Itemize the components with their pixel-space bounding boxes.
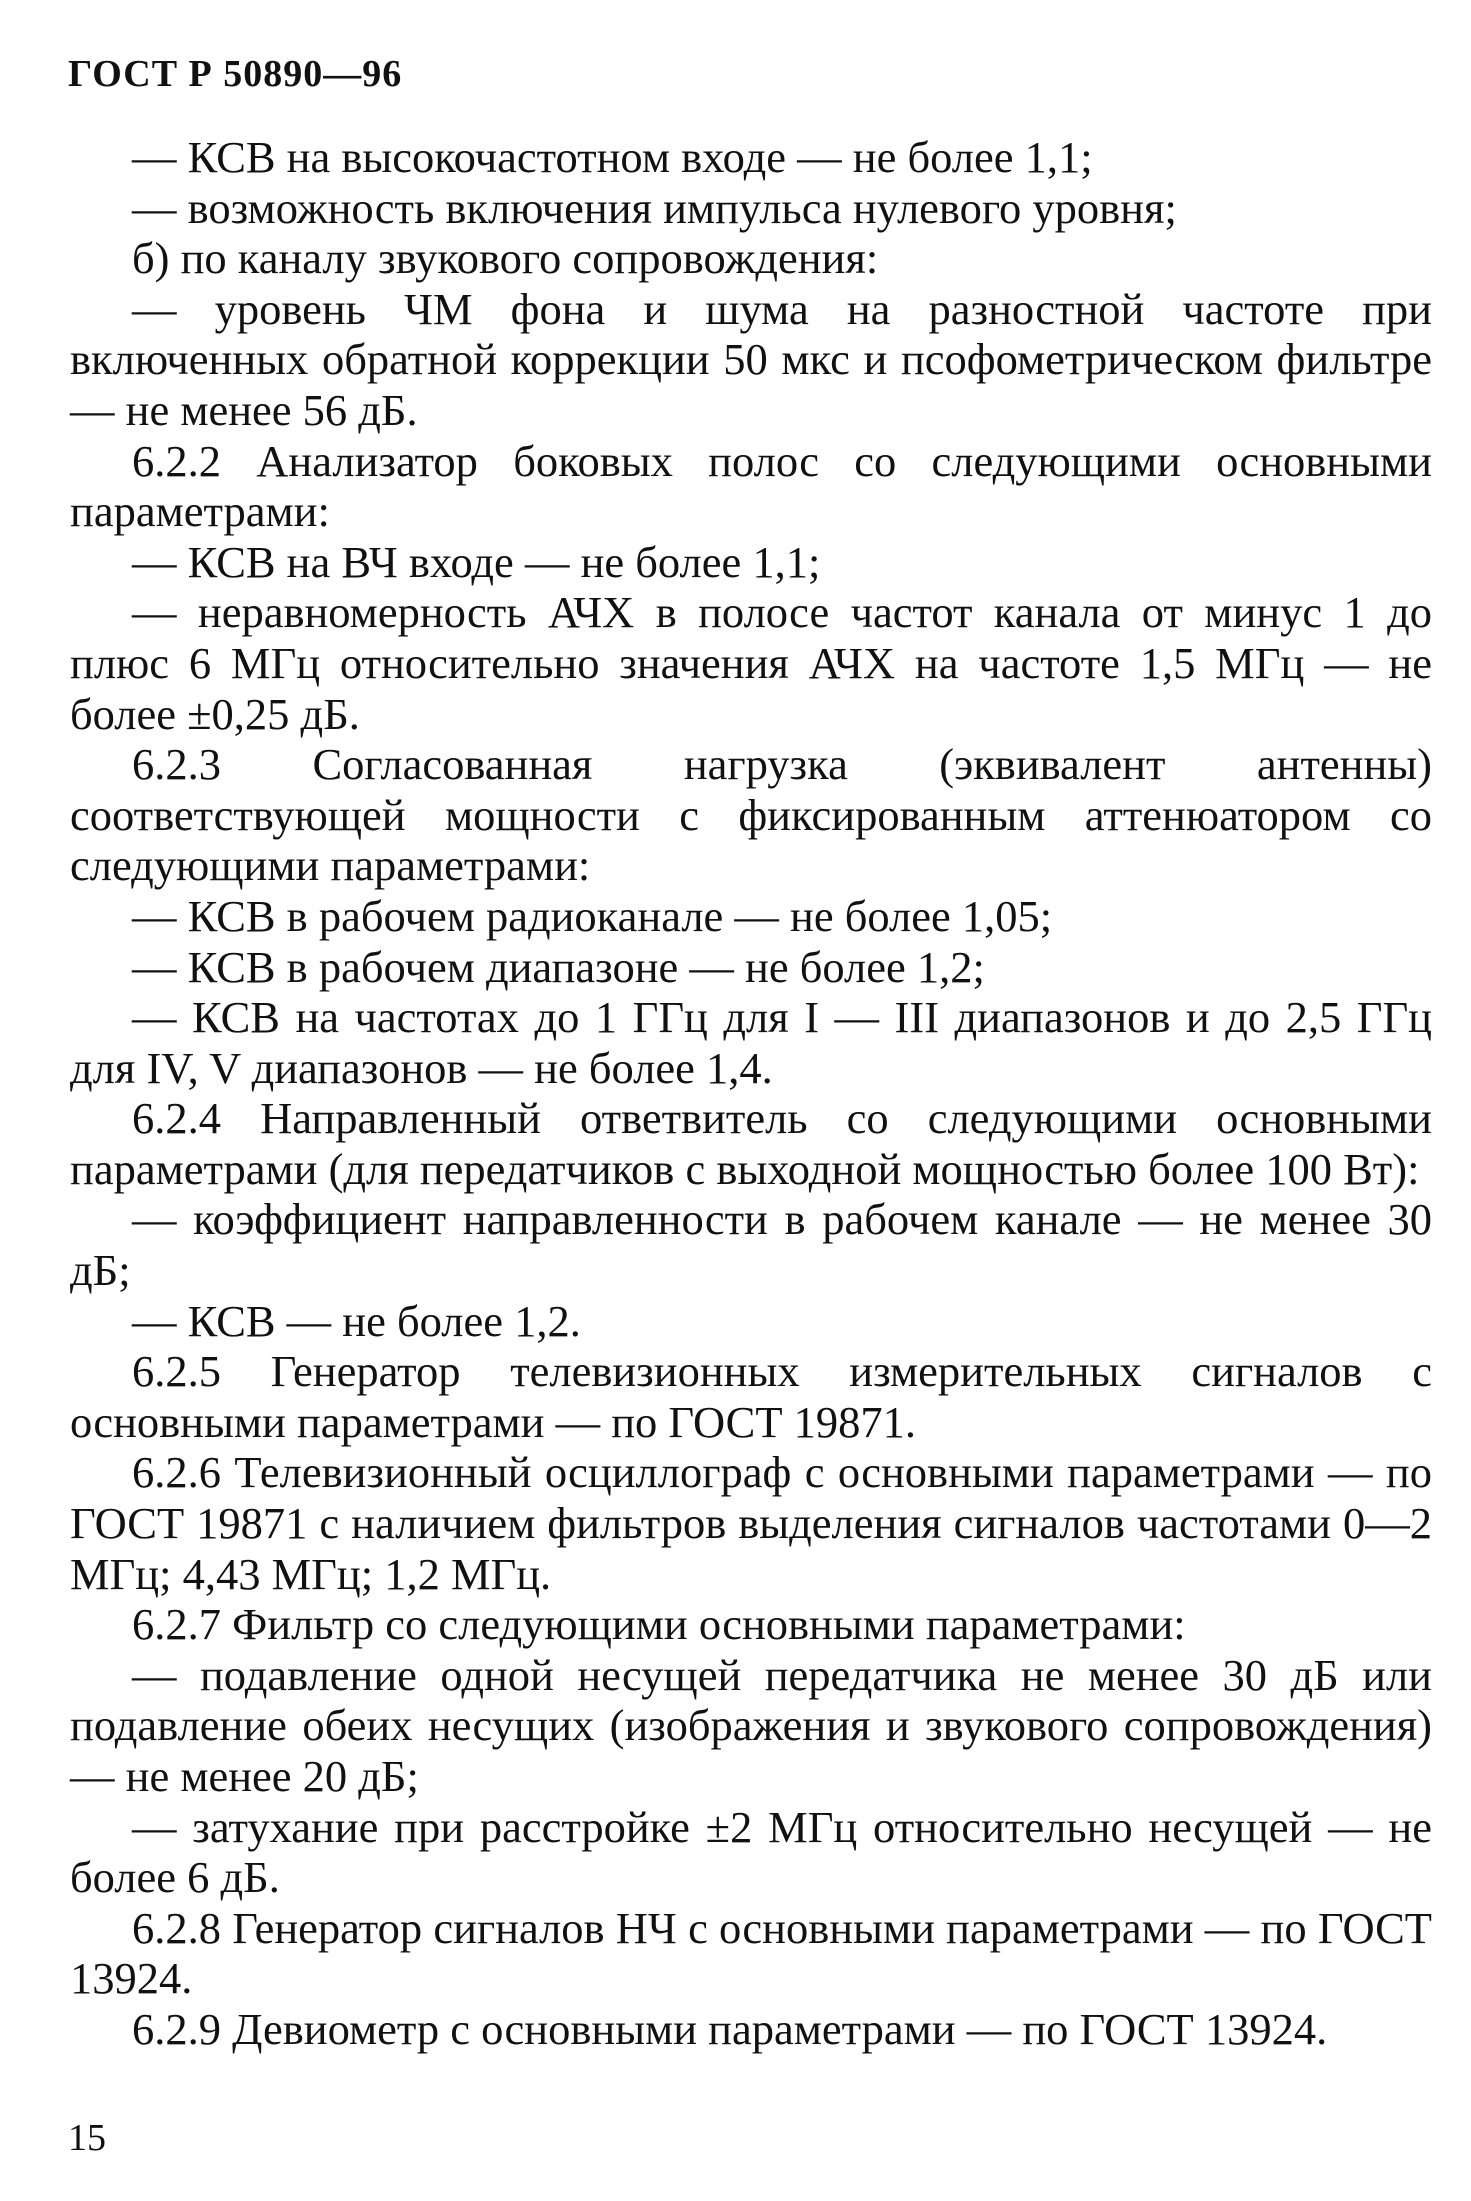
paragraph: — уровень ЧМ фона и шума на разностной частоте при включенных обратной коррекции 50 мкс и псофометрическом фильтре — не менее 56 дБ. (70, 283, 1432, 435)
paragraph: 6.2.5 Генератор телевизионных измерительных сигналов с основными параметрами — по ГОСТ 19871. (70, 1346, 1432, 1447)
paragraph: — коэффициент направленности в рабочем канале — не менее 30 дБ; (70, 1194, 1432, 1296)
paragraph: — неравномерность АЧХ в полосе частот канала от минус 1 до плюс 6 МГц относительно значения АЧХ на частоте 1,5 МГц — не более ±0,25 дБ. (70, 587, 1432, 739)
paragraph: 6.2.9 Девиометр с основными параметрами — по ГОСТ 13924. (132, 2003, 1328, 2054)
paragraph: 6.2.3 Согласованная нагрузка (эквивалент антенны) соответствующей мощности с фиксированным аттенюатором со следующими параметрами: (70, 739, 1432, 891)
page-number: 15 (68, 2117, 106, 2159)
paragraph: 6.2.6 Телевизионный осциллограф с основными параметрами — по ГОСТ 19871 с наличием фильтров выделения сигналов частотами 0—2 МГц; 4,43 МГц; 1,2 МГц. (70, 1447, 1432, 1599)
paragraph: б) по каналу звукового сопровождения: (132, 233, 879, 284)
paragraph: — затухание при расстройке ±2 МГц относительно несущей — не более 6 дБ. (70, 1801, 1432, 1903)
paragraph: 6.2.2 Анализатор боковых полос со следующими основными параметрами: (70, 435, 1432, 537)
paragraph: — КСВ на ВЧ входе — не более 1,1; (132, 536, 821, 587)
paragraph: — возможность включения импульса нулевого уровня; (132, 182, 1177, 233)
paragraph: — КСВ на частотах до 1 ГГц для I — III диапазонов и до 2,5 ГГц для IV, V диапазонов — не более 1,4. (70, 992, 1432, 1093)
paragraph: 6.2.7 Фильтр со следующими основными параметрами: (132, 1599, 1186, 1650)
paragraph: — подавление одной несущей передатчика не менее 30 дБ или подавление обеих несущих (изображения и звукового сопровождения) — не менее 20 дБ; (70, 1649, 1432, 1801)
paragraph: 6.2.4 Направленный ответвитель со следующими основными параметрами (для передатчиков с выходной мощностью более 100 Вт): (70, 1093, 1432, 1194)
paragraph: 6.2.8 Генератор сигналов НЧ с основными параметрами — по ГОСТ 13924. (70, 1902, 1432, 2004)
standard-code-header: ГОСТ Р 50890—96 (68, 53, 403, 95)
paragraph: — КСВ в рабочем радиоканале — не более 1,05; (132, 890, 1053, 941)
paragraph: — КСВ в рабочем диапазоне — не более 1,2; (132, 941, 985, 992)
paragraph: — КСВ на высокочастотном входе — не более 1,1; (132, 132, 1093, 182)
document-body (70, 132, 1432, 2055)
paragraph: — КСВ — не более 1,2. (132, 1295, 581, 1346)
